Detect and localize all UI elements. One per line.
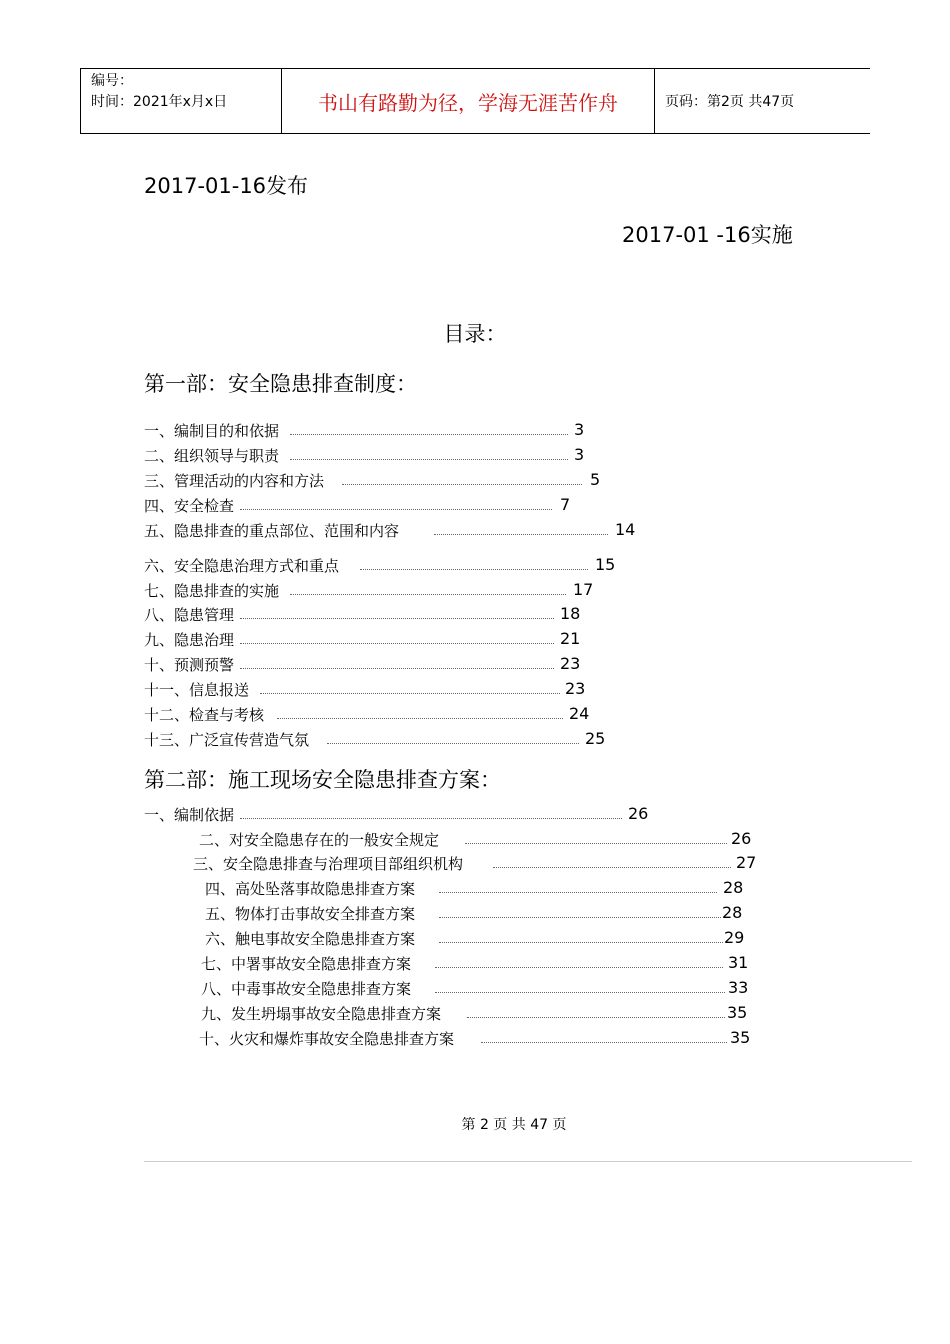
toc-entry-label: 二、对安全隐患存在的一般安全规定 [199, 831, 440, 849]
toc-leader [465, 843, 727, 844]
toc-entry-page: 23 [560, 654, 581, 673]
toc-leader [290, 459, 568, 460]
toc-entry[interactable] [144, 580, 604, 602]
toc-entry[interactable] [144, 520, 644, 542]
toc-entry-label: 十三、广泛宣传营造气氛 [144, 731, 310, 749]
toc-entry[interactable] [193, 853, 783, 875]
header-meta-cell [81, 69, 282, 133]
toc-leader [467, 1017, 725, 1018]
toc-leader [435, 992, 725, 993]
toc-entry-page: 33 [728, 978, 749, 997]
toc-entry-label: 一、编制依据 [144, 806, 235, 824]
toc-leader [439, 892, 717, 893]
toc-entry[interactable] [199, 1028, 779, 1050]
toc-entry-label: 七、中署事故安全隐患排查方案 [201, 955, 412, 973]
toc-leader [439, 942, 723, 943]
toc-leader [277, 718, 563, 719]
toc-entry-page: 15 [595, 555, 616, 574]
toc-entry-label: 四、高处坠落事故隐患排查方案 [205, 880, 416, 898]
toc-entry-page: 14 [615, 520, 636, 539]
toc-entry-label: 一、编制目的和依据 [144, 422, 280, 440]
toc-entry[interactable] [205, 903, 765, 925]
toc-entry-label: 八、中毒事故安全隐患排查方案 [201, 980, 412, 998]
toc-entry[interactable] [205, 878, 765, 900]
toc-entry[interactable] [201, 1003, 781, 1025]
toc-entry-label: 三、安全隐患排查与治理项目部组织机构 [193, 855, 464, 873]
part2-title: 第二部：施工现场安全隐患排查方案： [144, 768, 501, 792]
footer-divider [144, 1161, 912, 1162]
toc-entry-page: 24 [569, 704, 590, 723]
toc-entry[interactable] [144, 729, 624, 751]
toc-leader [342, 484, 582, 485]
toc-leader [240, 818, 622, 819]
toc-leader [434, 534, 608, 535]
toc-entry[interactable] [144, 445, 594, 467]
toc-entry-page: 25 [585, 729, 606, 748]
toc-entry-label: 八、隐患管理 [144, 606, 235, 624]
toc-entry-page: 35 [730, 1028, 751, 1047]
toc-entry[interactable] [144, 679, 604, 701]
toc-entry[interactable] [144, 654, 594, 676]
toc-entry-label: 十、火灾和爆炸事故安全隐患排查方案 [199, 1030, 455, 1048]
toc-entry-label: 四、安全检查 [144, 497, 235, 515]
publish-date: 2017-01-16发布 [144, 174, 309, 198]
toc-leader [260, 693, 560, 694]
toc-entry[interactable] [144, 555, 624, 577]
toc-entry[interactable] [199, 829, 779, 851]
toc-entry-page: 21 [560, 629, 581, 648]
toc-entry[interactable] [144, 495, 584, 517]
part1-title: 第一部：安全隐患排查制度： [144, 372, 417, 396]
toc-leader [240, 643, 554, 644]
toc-leader [327, 743, 579, 744]
toc-entry[interactable] [144, 470, 614, 492]
toc-entry-page: 31 [728, 953, 749, 972]
toc-entry[interactable] [205, 928, 765, 950]
toc-entry-label: 九、隐患治理 [144, 631, 235, 649]
toc-entry-page: 18 [560, 604, 581, 623]
effective-date: 2017-01 -16实施 [622, 223, 793, 247]
toc-entry-page: 35 [727, 1003, 748, 1022]
toc-leader [481, 1042, 727, 1043]
toc-leader [290, 434, 568, 435]
toc-entry-label: 五、隐患排查的重点部位、范围和内容 [144, 522, 400, 540]
toc-entry[interactable] [144, 804, 664, 826]
toc-entry[interactable] [201, 978, 781, 1000]
toc-entry[interactable] [144, 629, 594, 651]
toc-entry-label: 三、管理活动的内容和方法 [144, 472, 325, 490]
toc-leader [435, 967, 723, 968]
toc-entry-label: 六、安全隐患治理方式和重点 [144, 557, 340, 575]
toc-leader [240, 668, 554, 669]
footer-page-number: 第 2 页 共 47 页 [461, 1117, 567, 1133]
toc-entry-page: 17 [573, 580, 594, 599]
toc-entry-page: 23 [565, 679, 586, 698]
toc-entry-page: 28 [723, 878, 744, 897]
toc-leader [240, 509, 552, 510]
toc-leader [360, 569, 588, 570]
toc-entry-page: 7 [560, 495, 571, 514]
date-label: 时间：2021年x月x日 [91, 94, 228, 110]
toc-title: 目录： [443, 322, 507, 346]
toc-entry-label: 二、组织领导与职责 [144, 447, 280, 465]
toc-entry-label: 五、物体打击事故安全排查方案 [205, 905, 416, 923]
toc-entry-page: 26 [731, 829, 752, 848]
toc-leader [493, 867, 731, 868]
toc-entry[interactable] [201, 953, 781, 975]
toc-entry-label: 七、隐患排查的实施 [144, 582, 280, 600]
toc-leader [290, 594, 566, 595]
toc-entry-label: 十二、检查与考核 [144, 706, 265, 724]
toc-entry-label: 十一、信息报送 [144, 681, 250, 699]
toc-entry[interactable] [144, 604, 594, 626]
toc-entry-label: 九、发生坍塌事故安全隐患排查方案 [201, 1005, 442, 1023]
toc-entry-page: 5 [590, 470, 601, 489]
serial-label: 编号： [91, 73, 133, 89]
header-motto: 书山有路勤为径，学海无涯苦作舟 [282, 69, 655, 133]
toc-leader [439, 917, 721, 918]
toc-leader [240, 618, 554, 619]
toc-entry-label: 六、触电事故安全隐患排查方案 [205, 930, 416, 948]
toc-entry-page: 3 [574, 420, 585, 439]
toc-entry-page: 28 [722, 903, 743, 922]
header-table [80, 68, 870, 134]
toc-entry-page: 3 [574, 445, 585, 464]
toc-entry-page: 26 [628, 804, 649, 823]
toc-entry-page: 27 [736, 853, 757, 872]
toc-entry-label: 十、预测预警 [144, 656, 235, 674]
toc-entry[interactable] [144, 420, 594, 442]
toc-entry[interactable] [144, 704, 604, 726]
toc-entry-page: 29 [724, 928, 745, 947]
header-page-info: 页码：第2页 共47页 [665, 94, 795, 110]
